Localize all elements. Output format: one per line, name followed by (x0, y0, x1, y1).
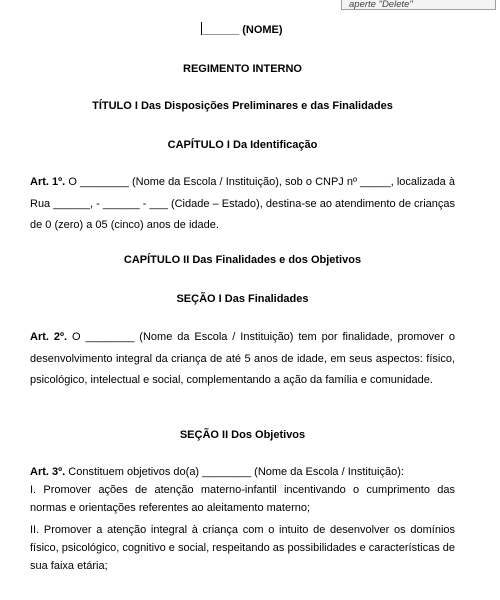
art-3-label: Art. 3º. (30, 466, 66, 478)
titulo-1-heading: TÍTULO I Das Disposições Preliminares e das Finalidades (92, 100, 393, 112)
secao-2-heading: SEÇÃO II Dos Objetivos (179, 429, 306, 441)
delete-hint-tooltip: aperte "Delete" (341, 0, 496, 10)
art-1-text: O ________ (Nome da Escola / Instituição), sob o CNPJ nº _____, localizada à Rua ______, - ______ - ___ (Cidade – Estado), destina-se ao atendimento de crianças de 0 (zero) a 05 (cinco) anos de idade. (30, 176, 455, 231)
art-2-text: O ________ (Nome da Escola / Instituição) tem por finalidade, promover o desenvolvimento integral da criança de até 5 anos de idade, em seus aspectos: físico, psicológico, intelectual e social, complementando a ação da família e comunidade. (30, 331, 455, 386)
art-3-paragraph (30, 465, 455, 479)
secao-1-heading: SEÇÃO I Das Finalidades (176, 293, 309, 305)
document-title: REGIMENTO INTERNO (183, 63, 302, 75)
art-1-label: Art. 1º. (30, 176, 66, 188)
art-3-text: Constituem objetivos do(a) ________ (Nome da Escola / Instituição): (65, 466, 404, 478)
objetivo-item-2: II. Promover a atenção integral à criança com o intuito de desenvolver os domínios físico, psicológico, cognitivo e social, respeitando as possibilidades e características de sua faixa etária; (30, 524, 455, 572)
art-1-paragraph (30, 172, 455, 237)
nome-text: ______ (NOME) (202, 24, 283, 36)
art-2-label: Art. 2º. (30, 331, 68, 343)
objetivo-item-1: I. Promover ações de atenção materno-infantil incentivando o cumprimento das normas e orientações referentes ao aleitamento materno; (30, 484, 455, 514)
capitulo-2-heading: CAPÍTULO II Das Finalidades e dos Objetivos (123, 254, 362, 266)
capitulo-1-heading: CAPÍTULO I Da Identificação (167, 139, 318, 151)
nome-header (92, 22, 392, 37)
art-2-paragraph (30, 327, 455, 392)
